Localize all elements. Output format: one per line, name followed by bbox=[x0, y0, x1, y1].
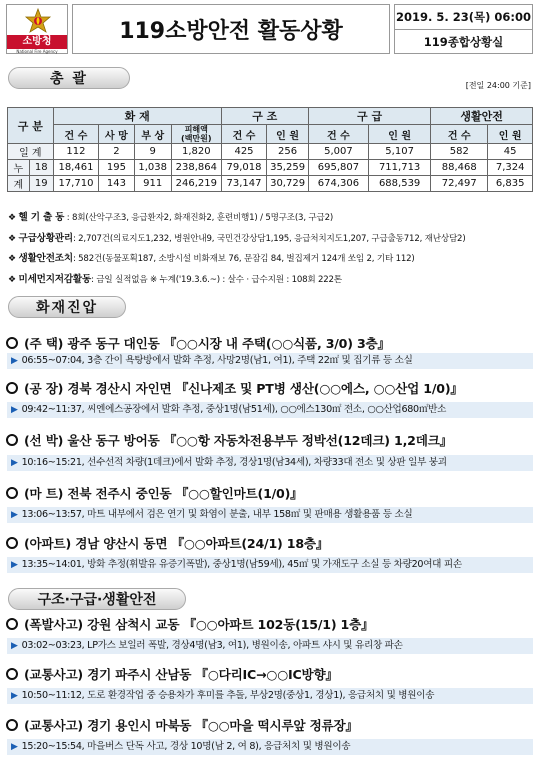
table-cell: 195 bbox=[99, 160, 134, 176]
row-sublabel: 18 bbox=[29, 160, 53, 176]
info-text: : 8회(산악구조3, 응급환자2, 화재진화2, 훈련비행1) / 5명구조(3, 구급2) bbox=[66, 213, 334, 223]
triangle-bullet-icon: ▶ bbox=[11, 560, 18, 570]
table-cell: 238,864 bbox=[171, 160, 221, 176]
group-rescue: 구 조 bbox=[221, 108, 308, 125]
incident-detail-text: 06:55~07:04, 3층 간이 욕탕방에서 발화 추정, 사망2명(남1, 여1), 주택 22㎡ 및 집기류 등 소실 bbox=[21, 355, 413, 366]
row-label: 누 bbox=[8, 160, 30, 176]
sub-damage-a: 피해액 bbox=[184, 125, 208, 134]
table-cell: 17,710 bbox=[53, 176, 99, 192]
circle-bullet-icon bbox=[6, 537, 18, 549]
sub-count: 건 수 bbox=[221, 125, 267, 144]
circle-bullet-icon bbox=[6, 337, 18, 349]
table-cell: 5,107 bbox=[369, 144, 431, 160]
circle-bullet-icon bbox=[6, 382, 18, 394]
triangle-bullet-icon: ▶ bbox=[11, 356, 18, 366]
triangle-bullet-icon: ▶ bbox=[11, 458, 18, 468]
incident-title bbox=[6, 533, 328, 552]
sub-injury: 부 상 bbox=[134, 125, 171, 144]
table-cell: 30,729 bbox=[267, 176, 309, 192]
agency-logo bbox=[6, 4, 68, 54]
incident-detail-text: 10:50~11:12, 도로 환경작업 중 승용차가 후미를 추돌, 부상2명(중상1, 경상1), 응급처치 및 병원이송 bbox=[21, 690, 435, 701]
incident-title bbox=[6, 430, 452, 449]
section-banner-fire: 화재진압 bbox=[8, 296, 126, 318]
triangle-bullet-icon: ▶ bbox=[11, 691, 18, 701]
incident-title bbox=[6, 715, 358, 734]
circle-bullet-icon bbox=[6, 487, 18, 499]
sub-people: 인 원 bbox=[267, 125, 309, 144]
time-note: [전일 24:00 기준] bbox=[465, 81, 531, 90]
incident-detail bbox=[7, 638, 533, 654]
incident-detail bbox=[7, 455, 533, 471]
table-cell: 45 bbox=[488, 144, 533, 160]
incident-title bbox=[6, 664, 338, 683]
diamond-bullet-icon: ❖ bbox=[8, 234, 19, 244]
incident-detail-text: 15:20~15:54, 마을버스 단독 사고, 경상 10명(남 2, 여 8), 응급처치 및 병원이송 bbox=[21, 741, 351, 752]
table-cell: 711,713 bbox=[369, 160, 431, 176]
section-banner-summary: 총 괄 bbox=[8, 67, 130, 89]
incident-title-text: (공 장) 경북 경산시 자인면 『신나제조 및 PT병 생산(○○에스, ○○산업 1/0)』 bbox=[24, 381, 463, 396]
sub-count: 건 수 bbox=[431, 125, 488, 144]
table-cell: 2 bbox=[99, 144, 134, 160]
group-emergency: 구 급 bbox=[308, 108, 430, 125]
table-cell: 88,468 bbox=[431, 160, 488, 176]
diamond-bullet-icon: ❖ bbox=[8, 275, 19, 285]
table-cell: 35,259 bbox=[267, 160, 309, 176]
group-fire: 화 재 bbox=[53, 108, 221, 125]
info-line-fine-dust bbox=[8, 271, 342, 285]
incident-detail-text: 03:02~03:23, LP가스 보일러 폭발, 경상4명(남3, 여1), 병원이송, 아파트 샤시 및 유리창 파손 bbox=[21, 640, 403, 651]
table-cell: 1,820 bbox=[171, 144, 221, 160]
table-cell: 9 bbox=[134, 144, 171, 160]
info-text: : 금일 실적없음 ※ 누계('19.3.6.~) : 살수 · 급수지원 : 108회 222톤 bbox=[91, 275, 342, 285]
table-cell: 582 bbox=[431, 144, 488, 160]
table-cell: 18,461 bbox=[53, 160, 99, 176]
sub-damage bbox=[171, 125, 221, 144]
incident-detail bbox=[7, 507, 533, 523]
sub-death: 사 망 bbox=[99, 125, 134, 144]
triangle-bullet-icon: ▶ bbox=[11, 641, 18, 651]
incident-title-text: (교통사고) 경기 파주시 산남동 『○다리IC→○○IC방향』 bbox=[24, 667, 338, 682]
col-gubun: 구 분 bbox=[8, 108, 54, 144]
incident-detail-text: 13:35~14:01, 방화 추정(휘발유 유증기폭발), 중상1명(남59세), 45㎡ 및 가재도구 소실 등 차량20여대 피손 bbox=[21, 559, 462, 570]
triangle-bullet-icon: ▶ bbox=[11, 510, 18, 520]
sub-people: 인 원 bbox=[369, 125, 431, 144]
incident-detail bbox=[7, 557, 533, 573]
info-line-life-safety bbox=[8, 250, 415, 264]
incident-title bbox=[6, 333, 390, 352]
info-text: : 2,707건(의료지도1,232, 병원안내9, 국민건강상담1,195, 응급처치지도1,207, 구급출동712, 재난상담2) bbox=[72, 234, 466, 244]
sub-count: 건 수 bbox=[53, 125, 99, 144]
circle-bullet-icon bbox=[6, 668, 18, 680]
report-title: 119소방안전 활동상황 bbox=[72, 4, 390, 54]
info-text: : 582건(동물포획187, 소방시설 비화재보 76, 문잠김 84, 벌집제거 124개 쏘임 2, 기타 112) bbox=[72, 254, 415, 264]
info-line-ems-management bbox=[8, 230, 465, 244]
table-row-cumulative-19 bbox=[8, 176, 533, 192]
section-banner-rescue: 구조·구급·생활안전 bbox=[8, 588, 186, 610]
incident-detail-text: 10:16~15:21, 선수선적 차량(1데크)에서 발화 추정, 경상1명(남34세), 차량33대 전소 및 상판 일부 붕괴 bbox=[21, 457, 447, 468]
incident-title-text: (마 트) 전북 전주시 중인동 『○○할인마트(1/0)』 bbox=[24, 486, 303, 501]
report-date: 2019. 5. 23(목) 06:00 bbox=[395, 5, 532, 30]
circle-bullet-icon bbox=[6, 719, 18, 731]
triangle-bullet-icon: ▶ bbox=[11, 405, 18, 415]
table-cell: 246,219 bbox=[171, 176, 221, 192]
table-cell: 7,324 bbox=[488, 160, 533, 176]
incident-title-text: (폭발사고) 강원 삼척시 교동 『○○아파트 102동(15/1) 1층』 bbox=[24, 617, 374, 632]
report-date-box bbox=[394, 4, 533, 54]
circle-bullet-icon bbox=[6, 434, 18, 446]
table-row-cumulative-18 bbox=[8, 160, 533, 176]
incident-title-text: (주 택) 광주 동구 대인동 『○○시장 내 주택(○○식품, 3/0) 3층』 bbox=[24, 336, 390, 351]
triangle-bullet-icon: ▶ bbox=[11, 742, 18, 752]
table-cell: 72,497 bbox=[431, 176, 488, 192]
info-key: 미세먼지저감활동 bbox=[18, 274, 92, 285]
incident-detail bbox=[7, 402, 533, 418]
table-header-row bbox=[8, 108, 533, 125]
table-cell: 1,038 bbox=[134, 160, 171, 176]
incident-detail bbox=[7, 688, 533, 704]
info-key: 헬 기 출 동 bbox=[18, 212, 65, 223]
sub-count: 건 수 bbox=[308, 125, 368, 144]
summary-table bbox=[7, 107, 533, 192]
logo-text: 소방청 bbox=[7, 35, 67, 49]
table-cell: 425 bbox=[221, 144, 267, 160]
incident-title bbox=[6, 378, 463, 397]
incident-title bbox=[6, 614, 373, 633]
incident-title-text: (아파트) 경남 양산시 동면 『○○아파트(24/1) 18층』 bbox=[24, 536, 329, 551]
table-cell: 73,147 bbox=[221, 176, 267, 192]
report-header bbox=[6, 4, 533, 54]
incident-title bbox=[6, 483, 303, 502]
table-cell: 911 bbox=[134, 176, 171, 192]
table-cell: 688,539 bbox=[369, 176, 431, 192]
table-cell: 256 bbox=[267, 144, 309, 160]
incident-title-text: (선 박) 울산 동구 방어동 『○○항 자동차전용부두 정박선(12데크) 1,2데크』 bbox=[24, 433, 453, 448]
table-cell: 6,835 bbox=[488, 176, 533, 192]
table-cell: 79,018 bbox=[221, 160, 267, 176]
table-cell: 112 bbox=[53, 144, 99, 160]
logo-subtext: National Fire Agency bbox=[16, 49, 58, 54]
table-subheader-row bbox=[8, 125, 533, 144]
diamond-bullet-icon: ❖ bbox=[8, 254, 19, 264]
incident-detail bbox=[7, 353, 533, 369]
sub-damage-b: (백만원) bbox=[181, 134, 212, 143]
incident-detail bbox=[7, 739, 533, 755]
fire-agency-emblem-icon bbox=[24, 8, 52, 36]
diamond-bullet-icon: ❖ bbox=[8, 213, 19, 223]
incident-detail-text: 09:42~11:37, 씨엔에스공장에서 발화 추정, 중상1명(남51세), ○○에스130㎡ 전소, ○○산업680㎡반소 bbox=[21, 404, 447, 415]
group-life-safety: 생활안전 bbox=[431, 108, 533, 125]
info-key: 생활안전조치 bbox=[18, 253, 73, 264]
row-label: 일 계 bbox=[8, 144, 54, 160]
report-org: 119종합상황실 bbox=[423, 35, 504, 49]
table-cell: 674,306 bbox=[308, 176, 368, 192]
sub-people: 인 원 bbox=[488, 125, 533, 144]
info-line-helicopter bbox=[8, 209, 333, 223]
table-cell: 5,007 bbox=[308, 144, 368, 160]
incident-detail-text: 13:06~13:57, 마트 내부에서 검은 연기 및 화염이 분출, 내부 158㎡ 및 판매용 생활용품 등 소실 bbox=[21, 509, 413, 520]
row-label: 계 bbox=[8, 176, 30, 192]
incident-title-text: (교통사고) 경기 용인시 마북동 『○○마을 떡시루앞 정류장』 bbox=[24, 718, 358, 733]
table-cell: 695,807 bbox=[308, 160, 368, 176]
row-sublabel: 19 bbox=[29, 176, 53, 192]
circle-bullet-icon bbox=[6, 618, 18, 630]
info-key: 구급상황관리 bbox=[18, 233, 73, 244]
table-cell: 143 bbox=[99, 176, 134, 192]
table-row-daily bbox=[8, 144, 533, 160]
